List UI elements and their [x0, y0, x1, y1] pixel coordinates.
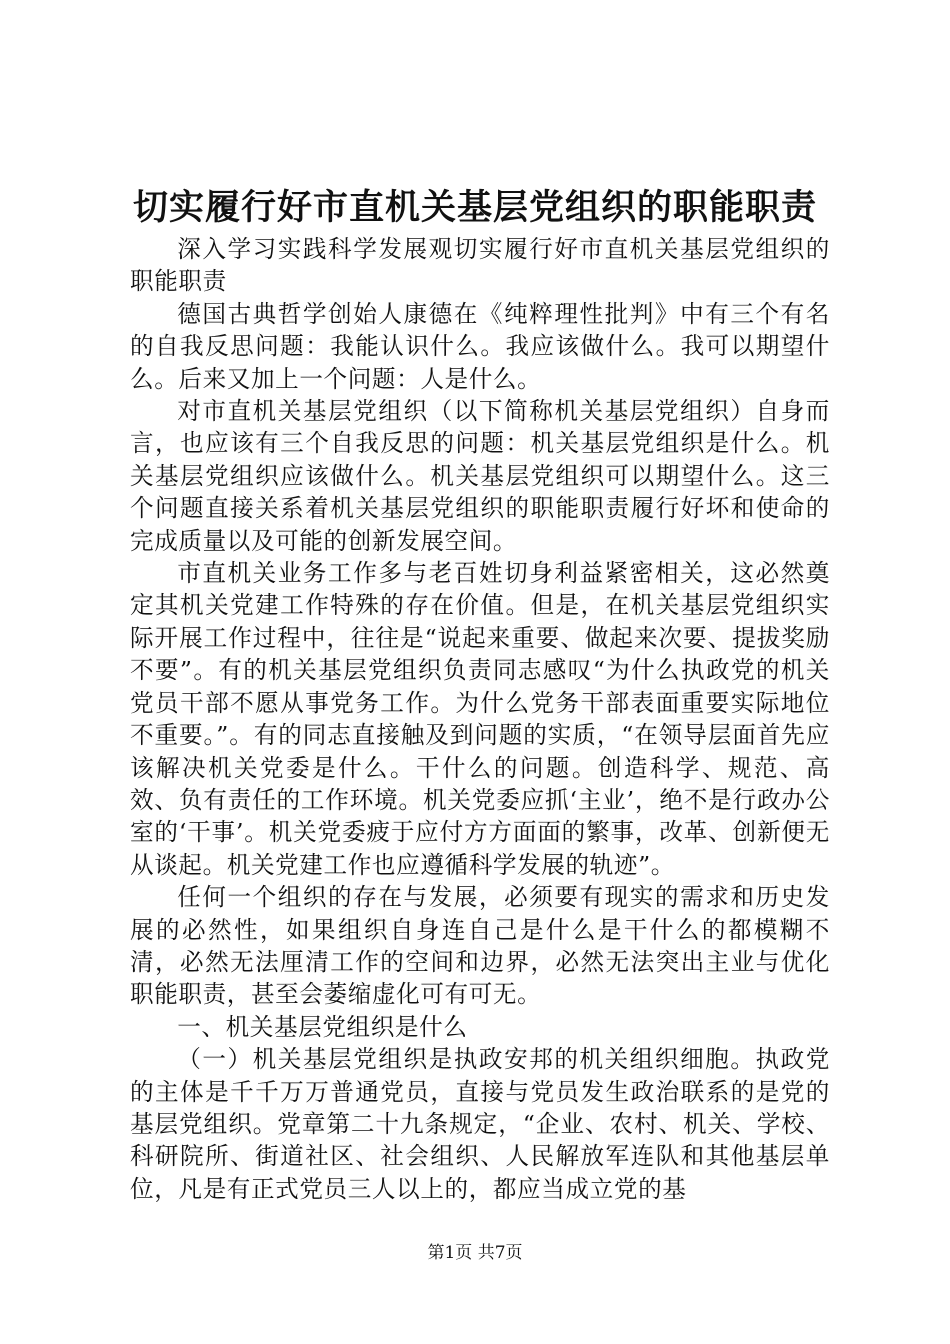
paragraph-organization: 任何一个组织的存在与发展，必须要有现实的需求和历史发展的必然性，如果组织自身连自己是什么是干什么的都模糊不清，必然无法厘清工作的空间和边界，必然无法突出主业与优化职能职责，甚至会萎缩虚化可有可无。	[130, 883, 830, 1009]
paragraph-kant: 德国古典哲学创始人康德在《纯粹理性批判》中有三个有名的自我反思问题：我能认识什么。我应该做什么。我可以期望什么。后来又加上一个问题：人是什么。	[130, 299, 830, 393]
page-footer: 第1页 共7页	[427, 1243, 523, 1263]
document-body	[130, 233, 830, 1205]
paragraph-section-1-1: （一）机关基层党组织是执政安邦的机关组织细胞。执政党的主体是千千万万普通党员，直接与党员发生政治联系的是党的基层党组织。党章第二十九条规定，“企业、农村、机关、学校、科研院所、街道社区、社会组织、人民解放军连队和其他基层单位，凡是有正式党员三人以上的，都应当成立党的基	[130, 1045, 830, 1203]
paragraph-subtitle: 深入学习实践科学发展观切实履行好市直机关基层党组织的职能职责	[130, 235, 830, 296]
paragraph-party-work: 市直机关业务工作多与老百姓切身利益紧密相关，这必然奠定其机关党建工作特殊的存在价值。但是，在机关基层党组织实际开展工作过程中，往往是“说起来重要、做起来次要、提拔奖励不要”。有的机关基层党组织负责同志感叹“为什么执政党的机关党员干部不愿从事党务工作。为什么党务干部表面重要实际地位不重要。”。有的同志直接触及到问题的实质，“在领导层面首先应该解决机关党委是什么。干什么的问题。创造科学、规范、高效、负有责任的工作环境。机关党委应抓‘主业’，绝不是行政办公室的‘干事’。机关党委疲于应付方方面面的繁事，改革、创新便无从谈起。机关党建工作也应遵循科学发展的轨迹”。	[130, 559, 830, 879]
paragraph-self-reflection: 对市直机关基层党组织（以下简称机关基层党组织）自身而言，也应该有三个自我反思的问题：机关基层党组织是什么。机关基层党组织应该做什么。机关基层党组织可以期望什么。这三个问题直接关系着机关基层党组织的职能职责履行好坏和使命的完成质量以及可能的创新发展空间。	[130, 397, 830, 555]
document-title: 切实履行好市直机关基层党组织的职能职责	[132, 187, 817, 228]
section-heading-1: 一、机关基层党组织是什么	[177, 1012, 468, 1041]
